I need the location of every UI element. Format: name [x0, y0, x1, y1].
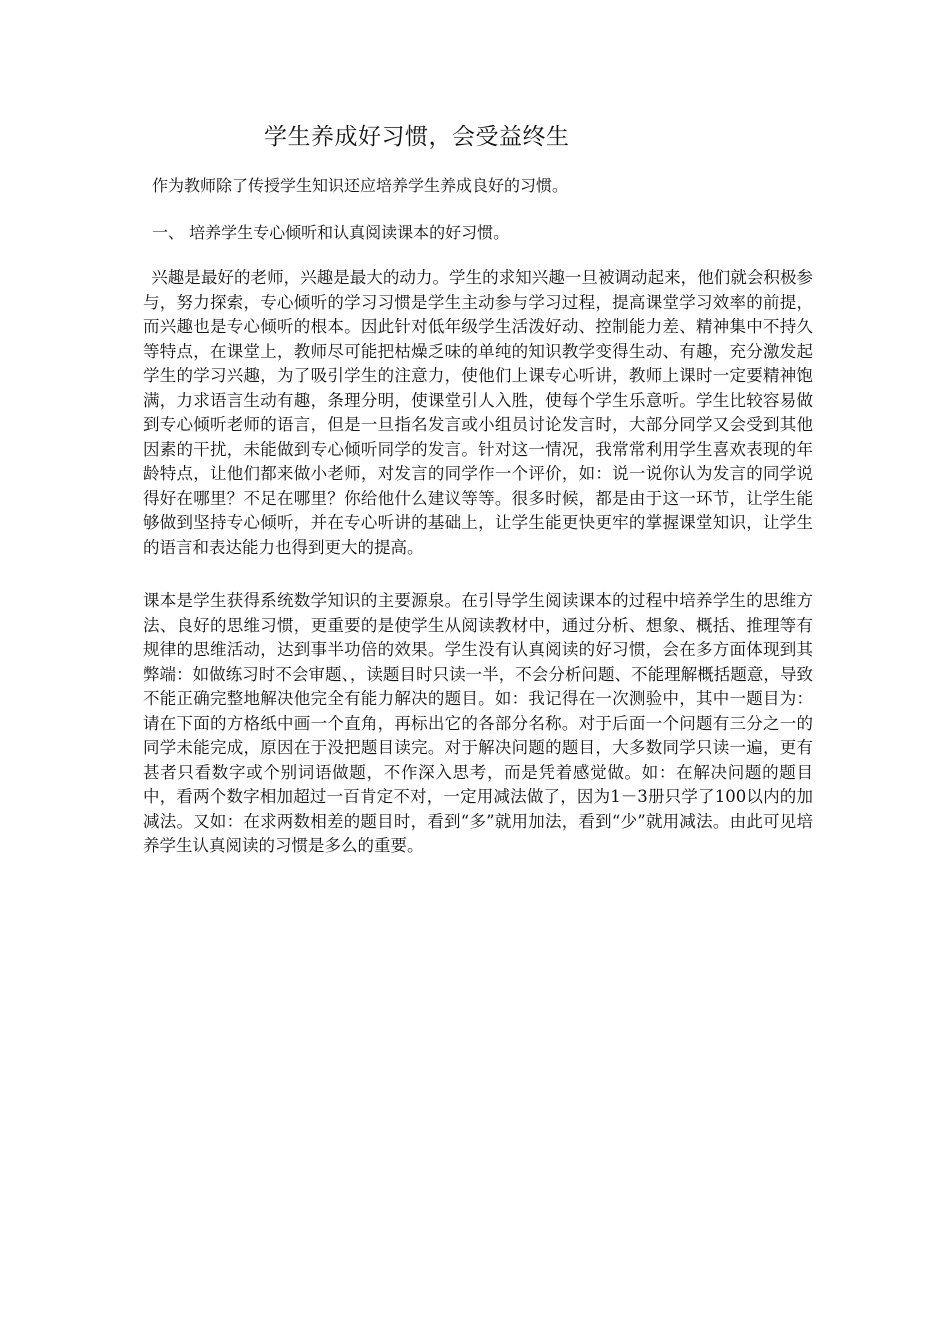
intro-text: 作为教师除了传授学生知识还应培养学生养成良好的习惯。 [152, 176, 569, 195]
body-paragraph: 兴趣是最好的老师，兴趣是最大的动力。学生的求知兴趣一旦被调动起来，他们就会积极参与，努力探索，专心倾听的学习习惯是学生主动参与学习过程，提高课堂学习效率的前提，而兴趣也是专心倾听的根本。因此针对低年级学生活泼好动、控制能力差、精神集中不持久等特点，在课堂上，教师尽可能把枯燥乏味的单纯的知识教学变得生动、有趣，充分激发起学生的学习兴趣，为了吸引学生的注意力，使他们上课专心听讲，教师上课时一定要精神饱满，力求语言生动有趣，条理分明，使课堂引人入胜，使每个学生乐意听。学生比较容易做到专心倾听老师的语言，但是一旦指名发言或小组员讨论发言时，大部分同学又会受到其他因素的干扰，未能做到专心倾听同学的发言。针对这一情况，我常常利用学生喜欢表现的年龄特点，让他们都来做小老师，对发言的同学作一个评价，如：说一说你认为发言的同学说得好在哪里？不足在哪里？你给他什么建议等等。很多时候，都是由于这一环节，让学生能够做到坚持专心倾听，并在专心听讲的基础上，让学生能更快更牢的掌握课堂知识，让学生的语言和表达能力也得到更大的提高。 [143, 268, 813, 557]
section-heading: 一、 培养学生专心倾听和认真阅读课本的好习惯。 [152, 223, 510, 242]
document-title: 学生养成好习惯，会受益终生 [264, 124, 570, 150]
body-paragraph: 课本是学生获得系统数学知识的主要源泉。在引导学生阅读课本的过程中培养学生的思维方法、良好的思维习惯，更重要的是使学生从阅读教材中，通过分析、想象、概括、推理等有规律的思维活动，达到事半功倍的效果。学生没有认真阅读的好习惯，会在多方面体现到其弊端：如做练习时不会审题、，读题目时只读一半，不会分析问题、不能理解概括题意，导致不能正确完整地解决他完全有能力解决的题目。如：我记得在一次测验中，其中一题目为：请在下面的方格纸中画一个直角，再标出它的各部分名称。对于后面一个问题有三分之一的同学未能完成，原因在于没把题目读完。对于解决问题的题目，大多数同学只读一遍，更有甚者只看数字或个别词语做题，不作深入思考，而是凭着感觉做。如：在解决问题的题目中，看两个数字相加超过一百肯定不对，一定用减法做了，因为1－3册只学了100以内的加减法。又如：在求两数相差的题目时，看到“多”就用加法，看到“少”就用减法。由此可见培养学生认真阅读的习惯是多么的重要。 [143, 591, 813, 855]
